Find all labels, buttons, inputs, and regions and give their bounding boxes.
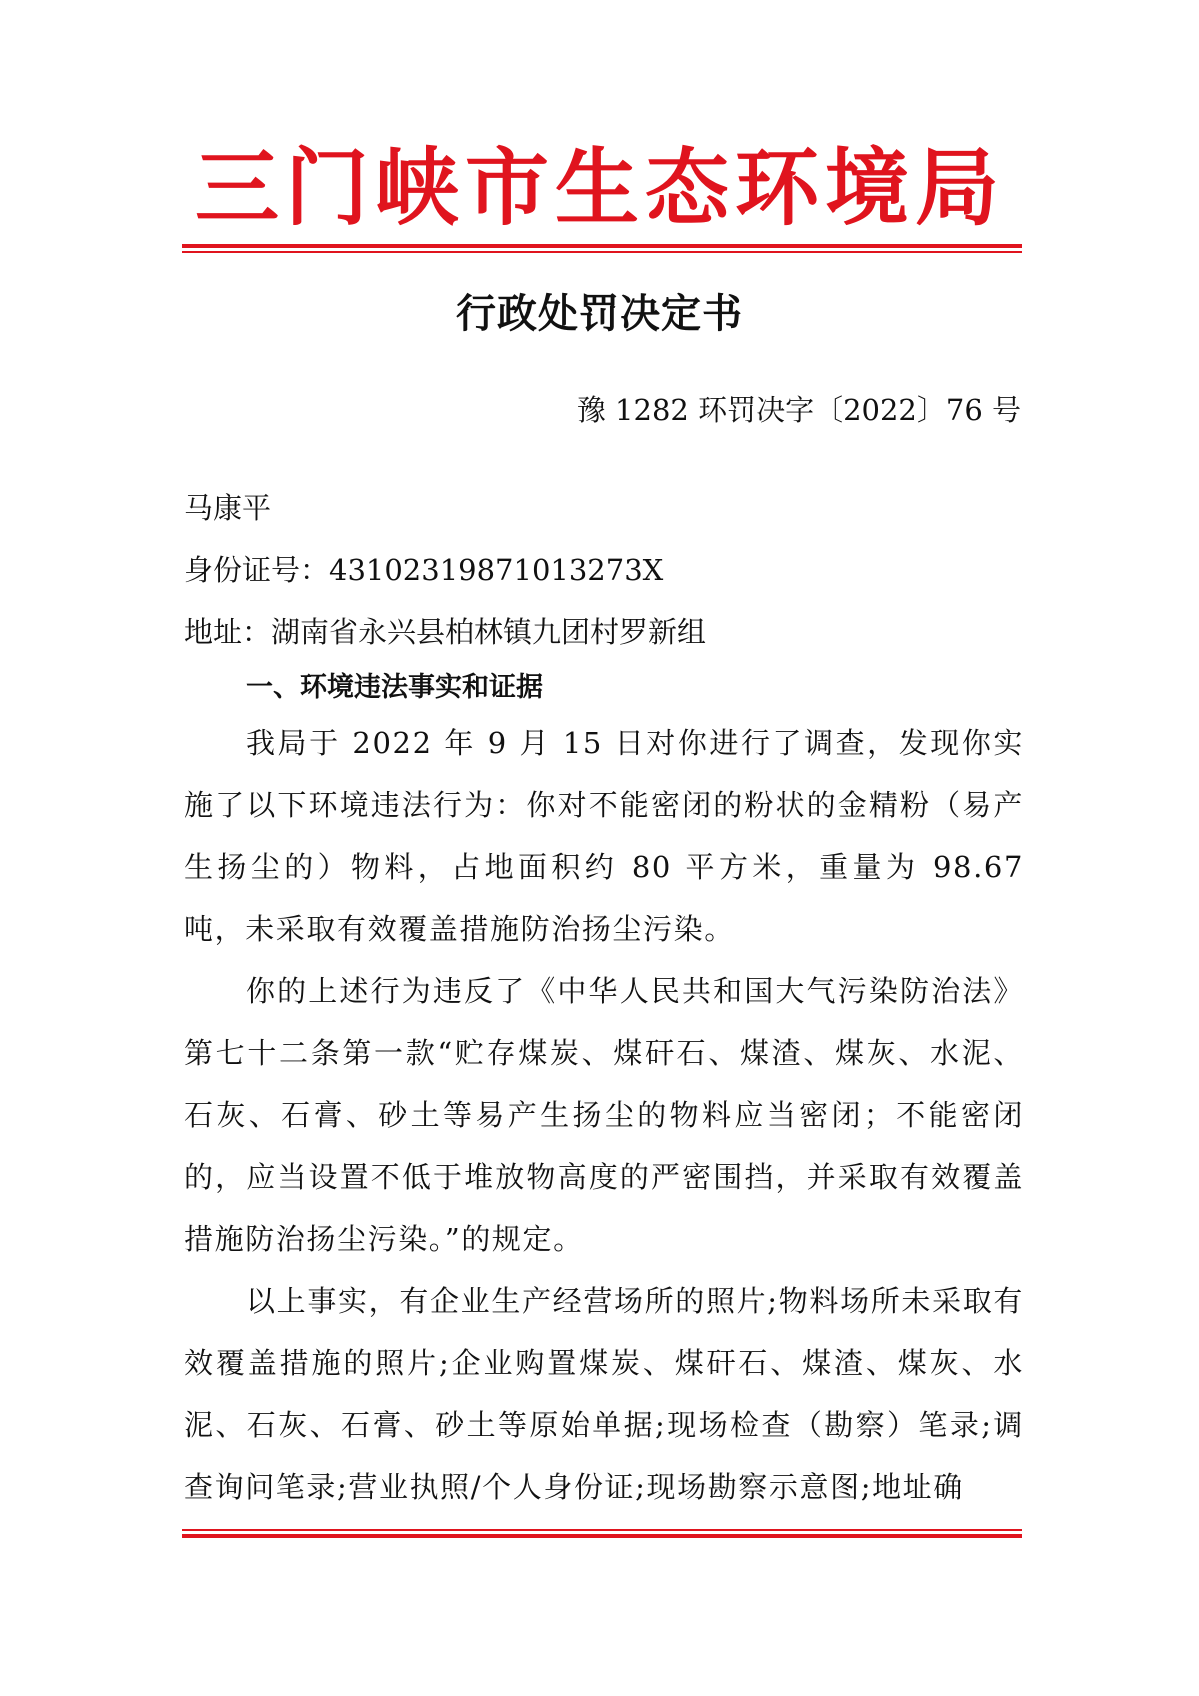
header-divider-thin — [182, 251, 1022, 253]
header-divider-thick — [182, 244, 1022, 248]
party-address: 地址：湖南省永兴县柏林镇九团村罗新组 — [184, 615, 707, 649]
footer-divider-thick — [182, 1534, 1022, 1538]
section-heading-facts-evidence: 一、环境违法事实和证据 — [246, 672, 543, 703]
agency-title: 三门峡市生态环境局 — [194, 139, 1005, 237]
paragraph-investigation: 我局于 2022 年 9 月 15 日对你进行了调查，发现你实施了以下环境违法行为：你对不能密闭的粉状的金精粉（易产生扬尘的）物料，占地面积约 80 平方米，重量为 98.67 吨，未采取有效覆盖措施防治扬尘污染。 — [184, 726, 1024, 946]
paragraph-legal-violation: 你的上述行为违反了《中华人民共和国大气污染防治法》第七十二条第一款“贮存煤炭、煤矸石、煤渣、煤灰、水泥、石灰、石膏、砂土等易产生扬尘的物料应当密闭；不能密闭的，应当设置不低于堆放物高度的严密围挡，并采取有效覆盖措施防治扬尘污染。”的规定。 — [184, 974, 1024, 1256]
party-id-number: 身份证号：43102319871013273X — [184, 553, 664, 587]
party-name: 马康平 — [184, 491, 272, 525]
footer-divider-thin — [182, 1529, 1022, 1531]
document-title: 行政处罚决定书 — [456, 291, 743, 337]
document-number: 豫 1282 环罚决字〔2022〕76 号 — [576, 393, 1021, 427]
paragraph-evidence: 以上事实，有企业生产经营场所的照片;物料场所未采取有效覆盖措施的照片;企业购置煤炭、煤矸石、煤渣、煤灰、水泥、石灰、石膏、砂土等原始单据;现场检查（勘察）笔录;调查询问笔录;营业执照/个人身份证;现场勘察示意图;地址确 — [184, 1284, 1024, 1504]
